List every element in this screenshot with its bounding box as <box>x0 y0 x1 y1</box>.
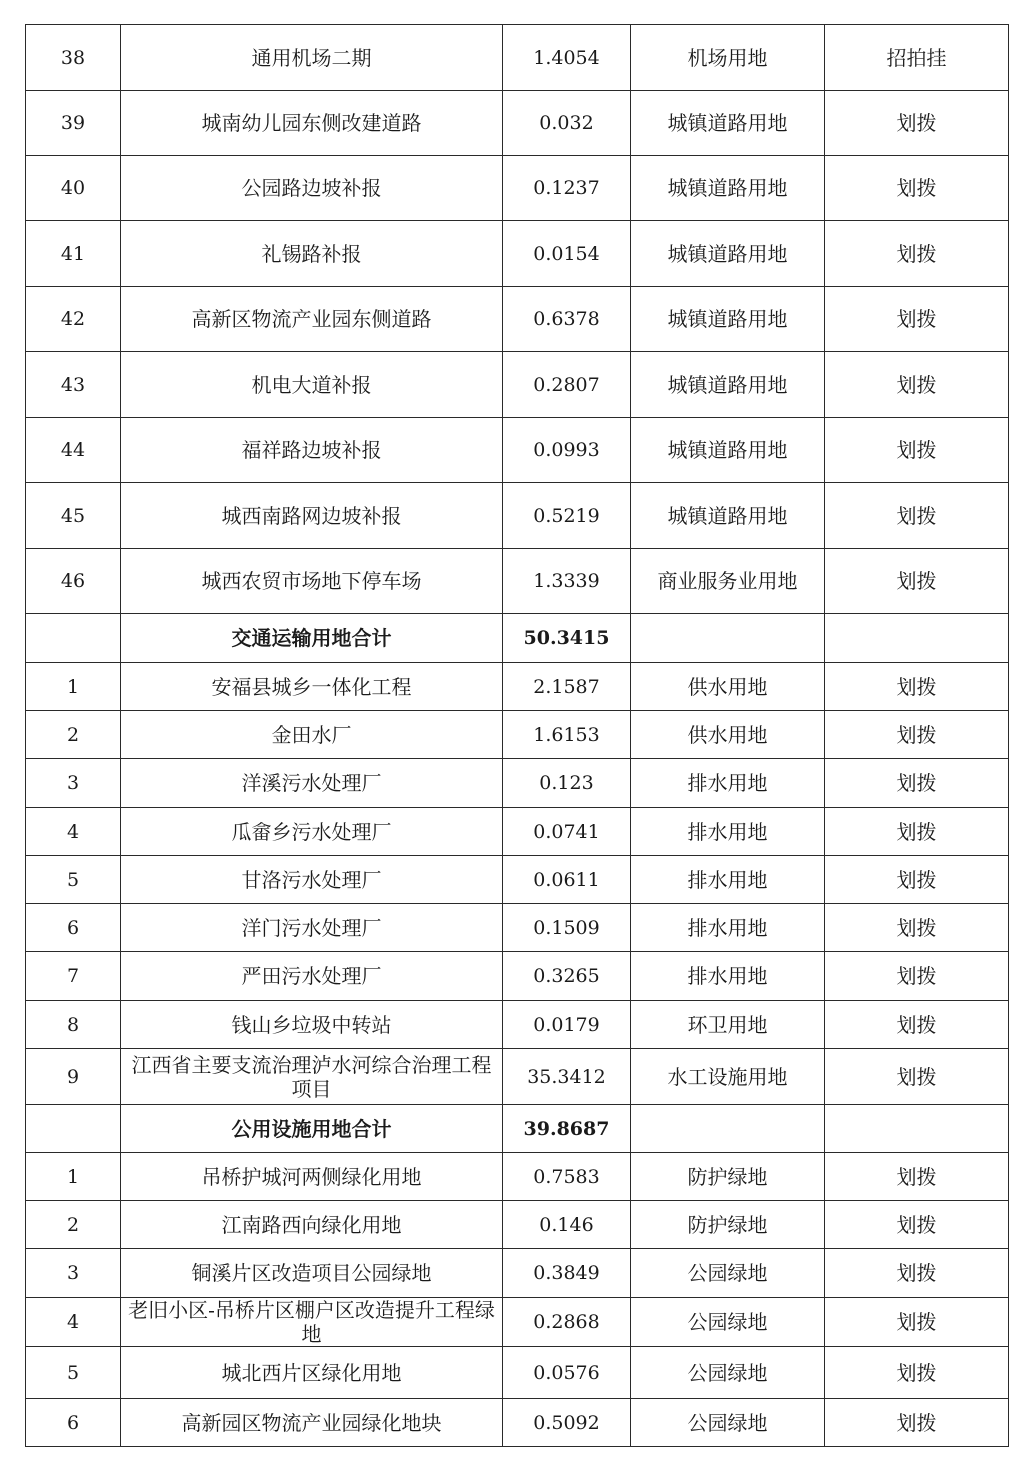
subtotal-value: 39.8687 <box>503 1105 631 1153</box>
land-use-type: 公园绿地 <box>631 1298 825 1347</box>
project-name: 城北西片区绿化用地 <box>121 1347 503 1399</box>
area-value: 0.1509 <box>503 904 631 952</box>
subtotal-empty-cell <box>26 1105 121 1153</box>
land-use-type: 排水用地 <box>631 952 825 1001</box>
area-value: 0.3849 <box>503 1249 631 1298</box>
land-use-table <box>25 24 1009 1447</box>
supply-method: 划拨 <box>825 352 1009 418</box>
project-name: 钱山乡垃圾中转站 <box>121 1001 503 1049</box>
project-name: 通用机场二期 <box>121 25 503 91</box>
project-name: 高新区物流产业园东侧道路 <box>121 287 503 352</box>
supply-method: 划拨 <box>825 221 1009 287</box>
table-row <box>26 904 1009 952</box>
project-name: 洋溪污水处理厂 <box>121 759 503 808</box>
project-name: 金田水厂 <box>121 711 503 759</box>
area-value: 0.146 <box>503 1201 631 1249</box>
subtotal-empty-cell <box>631 1105 825 1153</box>
supply-method: 划拨 <box>825 1049 1009 1105</box>
area-value: 1.6153 <box>503 711 631 759</box>
table-row <box>26 1201 1009 1249</box>
row-number: 44 <box>26 418 121 483</box>
row-number: 2 <box>26 711 121 759</box>
area-value: 0.7583 <box>503 1153 631 1201</box>
project-name: 高新园区物流产业园绿化地块 <box>121 1399 503 1447</box>
row-number: 42 <box>26 287 121 352</box>
land-use-type: 城镇道路用地 <box>631 352 825 418</box>
row-number: 5 <box>26 856 121 904</box>
row-number: 6 <box>26 904 121 952</box>
table-row <box>26 25 1009 91</box>
supply-method: 划拨 <box>825 663 1009 711</box>
supply-method: 划拨 <box>825 1201 1009 1249</box>
table-row <box>26 418 1009 483</box>
area-value: 0.0179 <box>503 1001 631 1049</box>
supply-method: 划拨 <box>825 287 1009 352</box>
table-row <box>26 808 1009 856</box>
area-value: 0.2868 <box>503 1298 631 1347</box>
supply-method: 划拨 <box>825 1347 1009 1399</box>
area-value: 0.1237 <box>503 156 631 221</box>
land-use-type: 城镇道路用地 <box>631 91 825 156</box>
subtotal-row <box>26 1105 1009 1153</box>
project-name: 严田污水处理厂 <box>121 952 503 1001</box>
project-name: 城西农贸市场地下停车场 <box>121 549 503 614</box>
area-value: 0.0993 <box>503 418 631 483</box>
project-name: 机电大道补报 <box>121 352 503 418</box>
table-row <box>26 1347 1009 1399</box>
area-value: 0.0741 <box>503 808 631 856</box>
supply-method: 划拨 <box>825 418 1009 483</box>
subtotal-empty-cell <box>825 614 1009 663</box>
table-row <box>26 287 1009 352</box>
table-row <box>26 1298 1009 1347</box>
project-name: 江西省主要支流治理泸水河综合治理工程项目 <box>121 1049 503 1105</box>
area-value: 1.3339 <box>503 549 631 614</box>
supply-method: 划拨 <box>825 156 1009 221</box>
table-row <box>26 156 1009 221</box>
table-row <box>26 1399 1009 1447</box>
table-row <box>26 221 1009 287</box>
land-use-type: 公园绿地 <box>631 1347 825 1399</box>
subtotal-empty-cell <box>825 1105 1009 1153</box>
area-value: 35.3412 <box>503 1049 631 1105</box>
land-use-type: 排水用地 <box>631 759 825 808</box>
area-value: 0.0611 <box>503 856 631 904</box>
row-number: 7 <box>26 952 121 1001</box>
project-name: 公园路边坡补报 <box>121 156 503 221</box>
area-value: 0.2807 <box>503 352 631 418</box>
area-value: 0.6378 <box>503 287 631 352</box>
row-number: 3 <box>26 759 121 808</box>
table-row <box>26 759 1009 808</box>
row-number: 6 <box>26 1399 121 1447</box>
table-row <box>26 1249 1009 1298</box>
row-number: 40 <box>26 156 121 221</box>
area-value: 0.0576 <box>503 1347 631 1399</box>
subtotal-empty-cell <box>26 614 121 663</box>
land-use-type: 供水用地 <box>631 711 825 759</box>
land-use-type: 城镇道路用地 <box>631 156 825 221</box>
row-number: 4 <box>26 808 121 856</box>
project-name: 城西南路网边坡补报 <box>121 483 503 549</box>
row-number: 3 <box>26 1249 121 1298</box>
project-name: 城南幼儿园东侧改建道路 <box>121 91 503 156</box>
subtotal-row <box>26 614 1009 663</box>
land-use-type: 城镇道路用地 <box>631 221 825 287</box>
row-number: 8 <box>26 1001 121 1049</box>
project-name: 铜溪片区改造项目公园绿地 <box>121 1249 503 1298</box>
table-row <box>26 91 1009 156</box>
supply-method: 划拨 <box>825 952 1009 1001</box>
table-row <box>26 952 1009 1001</box>
area-value: 0.0154 <box>503 221 631 287</box>
land-use-type: 水工设施用地 <box>631 1049 825 1105</box>
project-name: 礼锡路补报 <box>121 221 503 287</box>
land-use-type: 环卫用地 <box>631 1001 825 1049</box>
land-use-type: 公园绿地 <box>631 1399 825 1447</box>
supply-method: 划拨 <box>825 483 1009 549</box>
table-body <box>26 25 1009 1447</box>
land-use-type: 公园绿地 <box>631 1249 825 1298</box>
area-value: 0.032 <box>503 91 631 156</box>
row-number: 39 <box>26 91 121 156</box>
table-row <box>26 1153 1009 1201</box>
area-value: 0.5092 <box>503 1399 631 1447</box>
row-number: 45 <box>26 483 121 549</box>
project-name: 福祥路边坡补报 <box>121 418 503 483</box>
project-name: 安福县城乡一体化工程 <box>121 663 503 711</box>
table-row <box>26 352 1009 418</box>
land-use-type: 商业服务业用地 <box>631 549 825 614</box>
supply-method: 划拨 <box>825 904 1009 952</box>
row-number: 43 <box>26 352 121 418</box>
row-number: 9 <box>26 1049 121 1105</box>
row-number: 4 <box>26 1298 121 1347</box>
land-use-type: 城镇道路用地 <box>631 418 825 483</box>
area-value: 0.5219 <box>503 483 631 549</box>
table-row <box>26 483 1009 549</box>
land-use-type: 排水用地 <box>631 856 825 904</box>
project-name: 洋门污水处理厂 <box>121 904 503 952</box>
supply-method: 划拨 <box>825 856 1009 904</box>
area-value: 1.4054 <box>503 25 631 91</box>
area-value: 0.3265 <box>503 952 631 1001</box>
area-value: 2.1587 <box>503 663 631 711</box>
land-use-type: 机场用地 <box>631 25 825 91</box>
row-number: 1 <box>26 663 121 711</box>
project-name: 吊桥护城河两侧绿化用地 <box>121 1153 503 1201</box>
supply-method: 划拨 <box>825 91 1009 156</box>
supply-method: 划拨 <box>825 1153 1009 1201</box>
table-row <box>26 856 1009 904</box>
project-name: 老旧小区-吊桥片区棚户区改造提升工程绿地 <box>121 1298 503 1347</box>
land-use-type: 排水用地 <box>631 904 825 952</box>
row-number: 38 <box>26 25 121 91</box>
supply-method: 划拨 <box>825 759 1009 808</box>
subtotal-empty-cell <box>631 614 825 663</box>
supply-method: 划拨 <box>825 1001 1009 1049</box>
project-name: 甘洛污水处理厂 <box>121 856 503 904</box>
project-name: 瓜畲乡污水处理厂 <box>121 808 503 856</box>
supply-method: 划拨 <box>825 1399 1009 1447</box>
row-number: 46 <box>26 549 121 614</box>
table-row <box>26 663 1009 711</box>
subtotal-label: 公用设施用地合计 <box>121 1105 503 1153</box>
supply-method: 划拨 <box>825 1249 1009 1298</box>
project-name: 江南路西向绿化用地 <box>121 1201 503 1249</box>
table-row <box>26 1001 1009 1049</box>
subtotal-label: 交通运输用地合计 <box>121 614 503 663</box>
table-row <box>26 549 1009 614</box>
table-row <box>26 711 1009 759</box>
row-number: 41 <box>26 221 121 287</box>
row-number: 1 <box>26 1153 121 1201</box>
supply-method: 划拨 <box>825 549 1009 614</box>
supply-method: 划拨 <box>825 808 1009 856</box>
land-use-type: 城镇道路用地 <box>631 287 825 352</box>
land-use-type: 排水用地 <box>631 808 825 856</box>
supply-method: 划拨 <box>825 711 1009 759</box>
land-use-type: 防护绿地 <box>631 1201 825 1249</box>
supply-method: 划拨 <box>825 1298 1009 1347</box>
table-row <box>26 1049 1009 1105</box>
area-value: 0.123 <box>503 759 631 808</box>
land-use-type: 供水用地 <box>631 663 825 711</box>
land-use-type: 防护绿地 <box>631 1153 825 1201</box>
row-number: 2 <box>26 1201 121 1249</box>
row-number: 5 <box>26 1347 121 1399</box>
land-use-type: 城镇道路用地 <box>631 483 825 549</box>
supply-method: 招拍挂 <box>825 25 1009 91</box>
subtotal-value: 50.3415 <box>503 614 631 663</box>
